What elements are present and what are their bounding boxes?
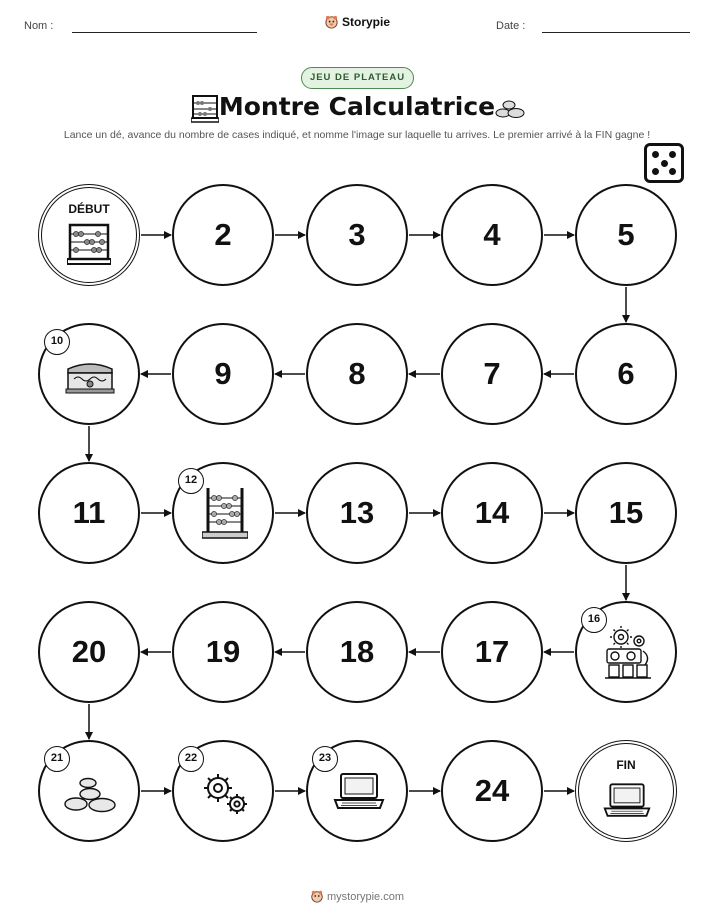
storypie-logo-icon [310,889,324,903]
abacus-icon [202,486,248,540]
cell-number: 9 [214,356,232,391]
cell-number: 13 [339,495,375,530]
abacus-icon [67,222,111,266]
cell-2[interactable] [172,184,274,286]
cell-9[interactable] [172,323,274,425]
cell-number: 5 [617,217,635,252]
cell-4[interactable] [441,184,543,286]
cell-20[interactable] [38,601,140,703]
gear-machine-icon [601,625,655,681]
category-badge: JEU DE PLATEAU [301,67,414,89]
brand [0,14,714,29]
finish-label: FIN [616,758,636,772]
cell-22[interactable] [172,740,274,842]
cell-number: 18 [339,634,375,669]
cell-6[interactable] [575,323,677,425]
name-label: Nom : [24,20,54,32]
cell-number: 4 [483,217,501,252]
cell-23[interactable] [306,740,408,842]
name-line[interactable] [72,32,257,33]
cell-number: 2 [214,217,232,252]
cell-number: 24 [474,773,510,808]
cell-18[interactable] [306,601,408,703]
cell-number: 17 [474,634,510,669]
treasure-box-icon [62,355,118,395]
laptop-icon [332,772,386,812]
gears-icon [200,770,250,816]
cell-number: 14 [474,495,510,530]
cell-24[interactable] [441,740,543,842]
cell-15[interactable] [575,462,677,564]
date-line[interactable] [542,32,690,33]
cell-8[interactable] [306,323,408,425]
cell-number: 11 [72,495,106,530]
cell-number: 15 [608,495,644,530]
footer-url[interactable]: mystorypie.com [326,891,405,903]
cell-3[interactable] [306,184,408,286]
instructions: Lance un dé, avance du nombre de cases indiqué, et nomme l'image sur laquelle tu arrives. Le premier arrivé à la FIN gagne ! [63,129,651,141]
date-label: Date : [496,20,526,32]
die-five-icon [644,143,684,183]
cell-13[interactable] [306,462,408,564]
footer [0,889,714,903]
cell-number-badge: 21 [44,746,70,772]
cell-number-badge: 12 [178,468,204,494]
cell-10[interactable] [38,323,140,425]
cell-number: 3 [348,217,366,252]
cell-19[interactable] [172,601,274,703]
cell-number-badge: 16 [581,607,607,633]
stones-icon [62,774,120,814]
cell-5[interactable] [575,184,677,286]
cell-7[interactable] [441,323,543,425]
cell-finish[interactable] [575,740,677,842]
cell-number-badge: 22 [178,746,204,772]
cell-number: 8 [348,356,366,391]
start-label: DÉBUT [68,202,110,216]
cell-number: 7 [483,356,501,391]
storypie-logo-icon [324,14,339,29]
cell-number: 6 [617,356,635,391]
cell-16[interactable] [575,601,677,703]
brand-name: Storypie [341,15,390,29]
cell-number: 19 [205,634,241,669]
cell-11[interactable] [38,462,140,564]
cell-12[interactable] [172,462,274,564]
cell-number: 20 [71,634,107,669]
cell-17[interactable] [441,601,543,703]
stones-icon [494,96,526,120]
cell-14[interactable] [441,462,543,564]
page-title: Montre Calculatrice [218,92,496,121]
cell-number-badge: 23 [312,746,338,772]
cell-21[interactable] [38,740,140,842]
cell-number-badge: 10 [44,329,70,355]
cell-start[interactable] [38,184,140,286]
laptop-icon [602,782,652,820]
